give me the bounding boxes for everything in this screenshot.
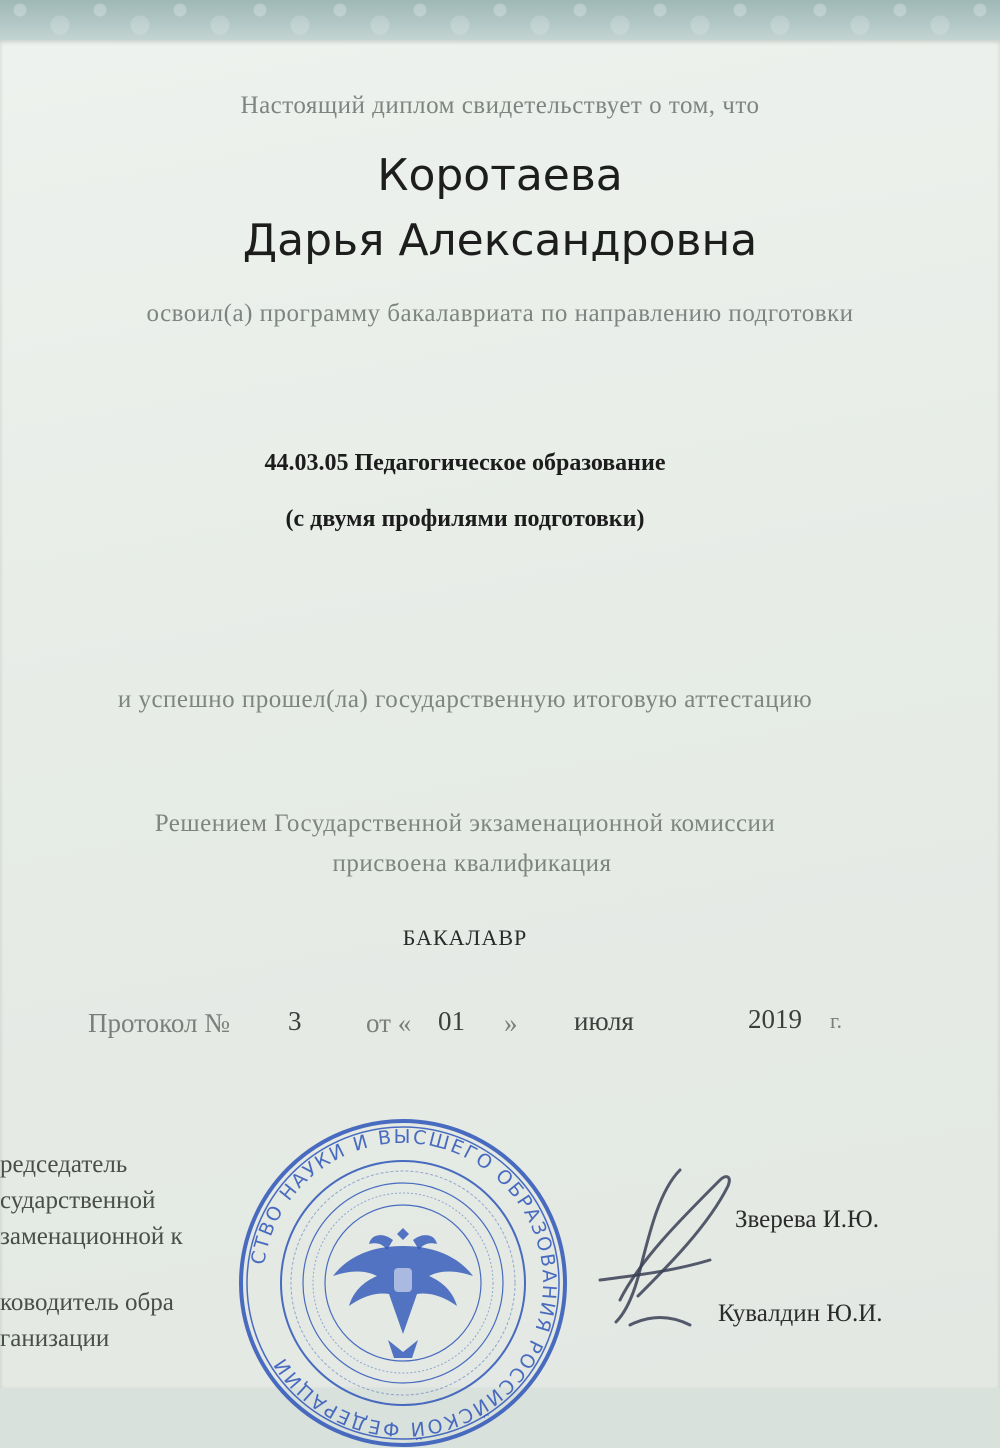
commission-decision-line2: присвоена квалификация <box>332 850 612 877</box>
recipient-given-names: Дарья Александровна <box>242 215 758 266</box>
head-title-line2: ганизации <box>0 1325 110 1352</box>
chair-title-line1: редседатель <box>0 1151 128 1178</box>
official-seal <box>228 1118 578 1448</box>
protocol-label: Протокол № <box>88 1008 230 1038</box>
protocol-quote-close: » <box>504 1008 518 1038</box>
mastered-program-text: освоил(а) программу бакалавриата по направлению подготовки <box>146 300 854 327</box>
handwritten-signature <box>560 1150 760 1350</box>
recipient-surname: Коротаева <box>377 150 623 201</box>
protocol-year: 2019 <box>748 1004 802 1034</box>
qualification-title: БАКАЛАВР <box>402 925 528 950</box>
attestation-text: и успешно прошел(ла) государственную итоговую аттестацию <box>117 686 813 713</box>
commission-decision-line1: Решением Государственной экзаменационной комиссии <box>154 810 776 837</box>
seal-ring-text: СТВО НАУКИ И ВЫСШЕГО ОБРАЗОВАНИЯ РОССИЙСКОЙ ФЕДЕРАЦИИ <box>247 1125 561 1441</box>
program-title: 44.03.05 Педагогическое образование <box>264 450 666 476</box>
chair-name: Зверева И.Ю. <box>735 1206 879 1233</box>
protocol-year-suffix: г. <box>830 1008 843 1033</box>
program-profile: (с двумя профилями подготовки) <box>285 506 645 532</box>
eagle-emblem-icon <box>333 1228 473 1358</box>
intro-text: Настоящий диплом свидетельствует о том, что <box>240 92 760 119</box>
protocol-month: июля <box>574 1006 634 1036</box>
chair-title-line2: сударственной <box>0 1187 156 1214</box>
chair-title-line3: заменационной к <box>0 1223 183 1250</box>
protocol-number: 3 <box>288 1006 302 1036</box>
protocol-from-label: от « <box>366 1008 412 1038</box>
protocol-day: 01 <box>438 1006 465 1036</box>
top-ornament-band <box>0 0 1000 44</box>
head-title-line1: ководитель обра <box>0 1289 174 1316</box>
head-name: Кувалдин Ю.И. <box>718 1300 883 1327</box>
